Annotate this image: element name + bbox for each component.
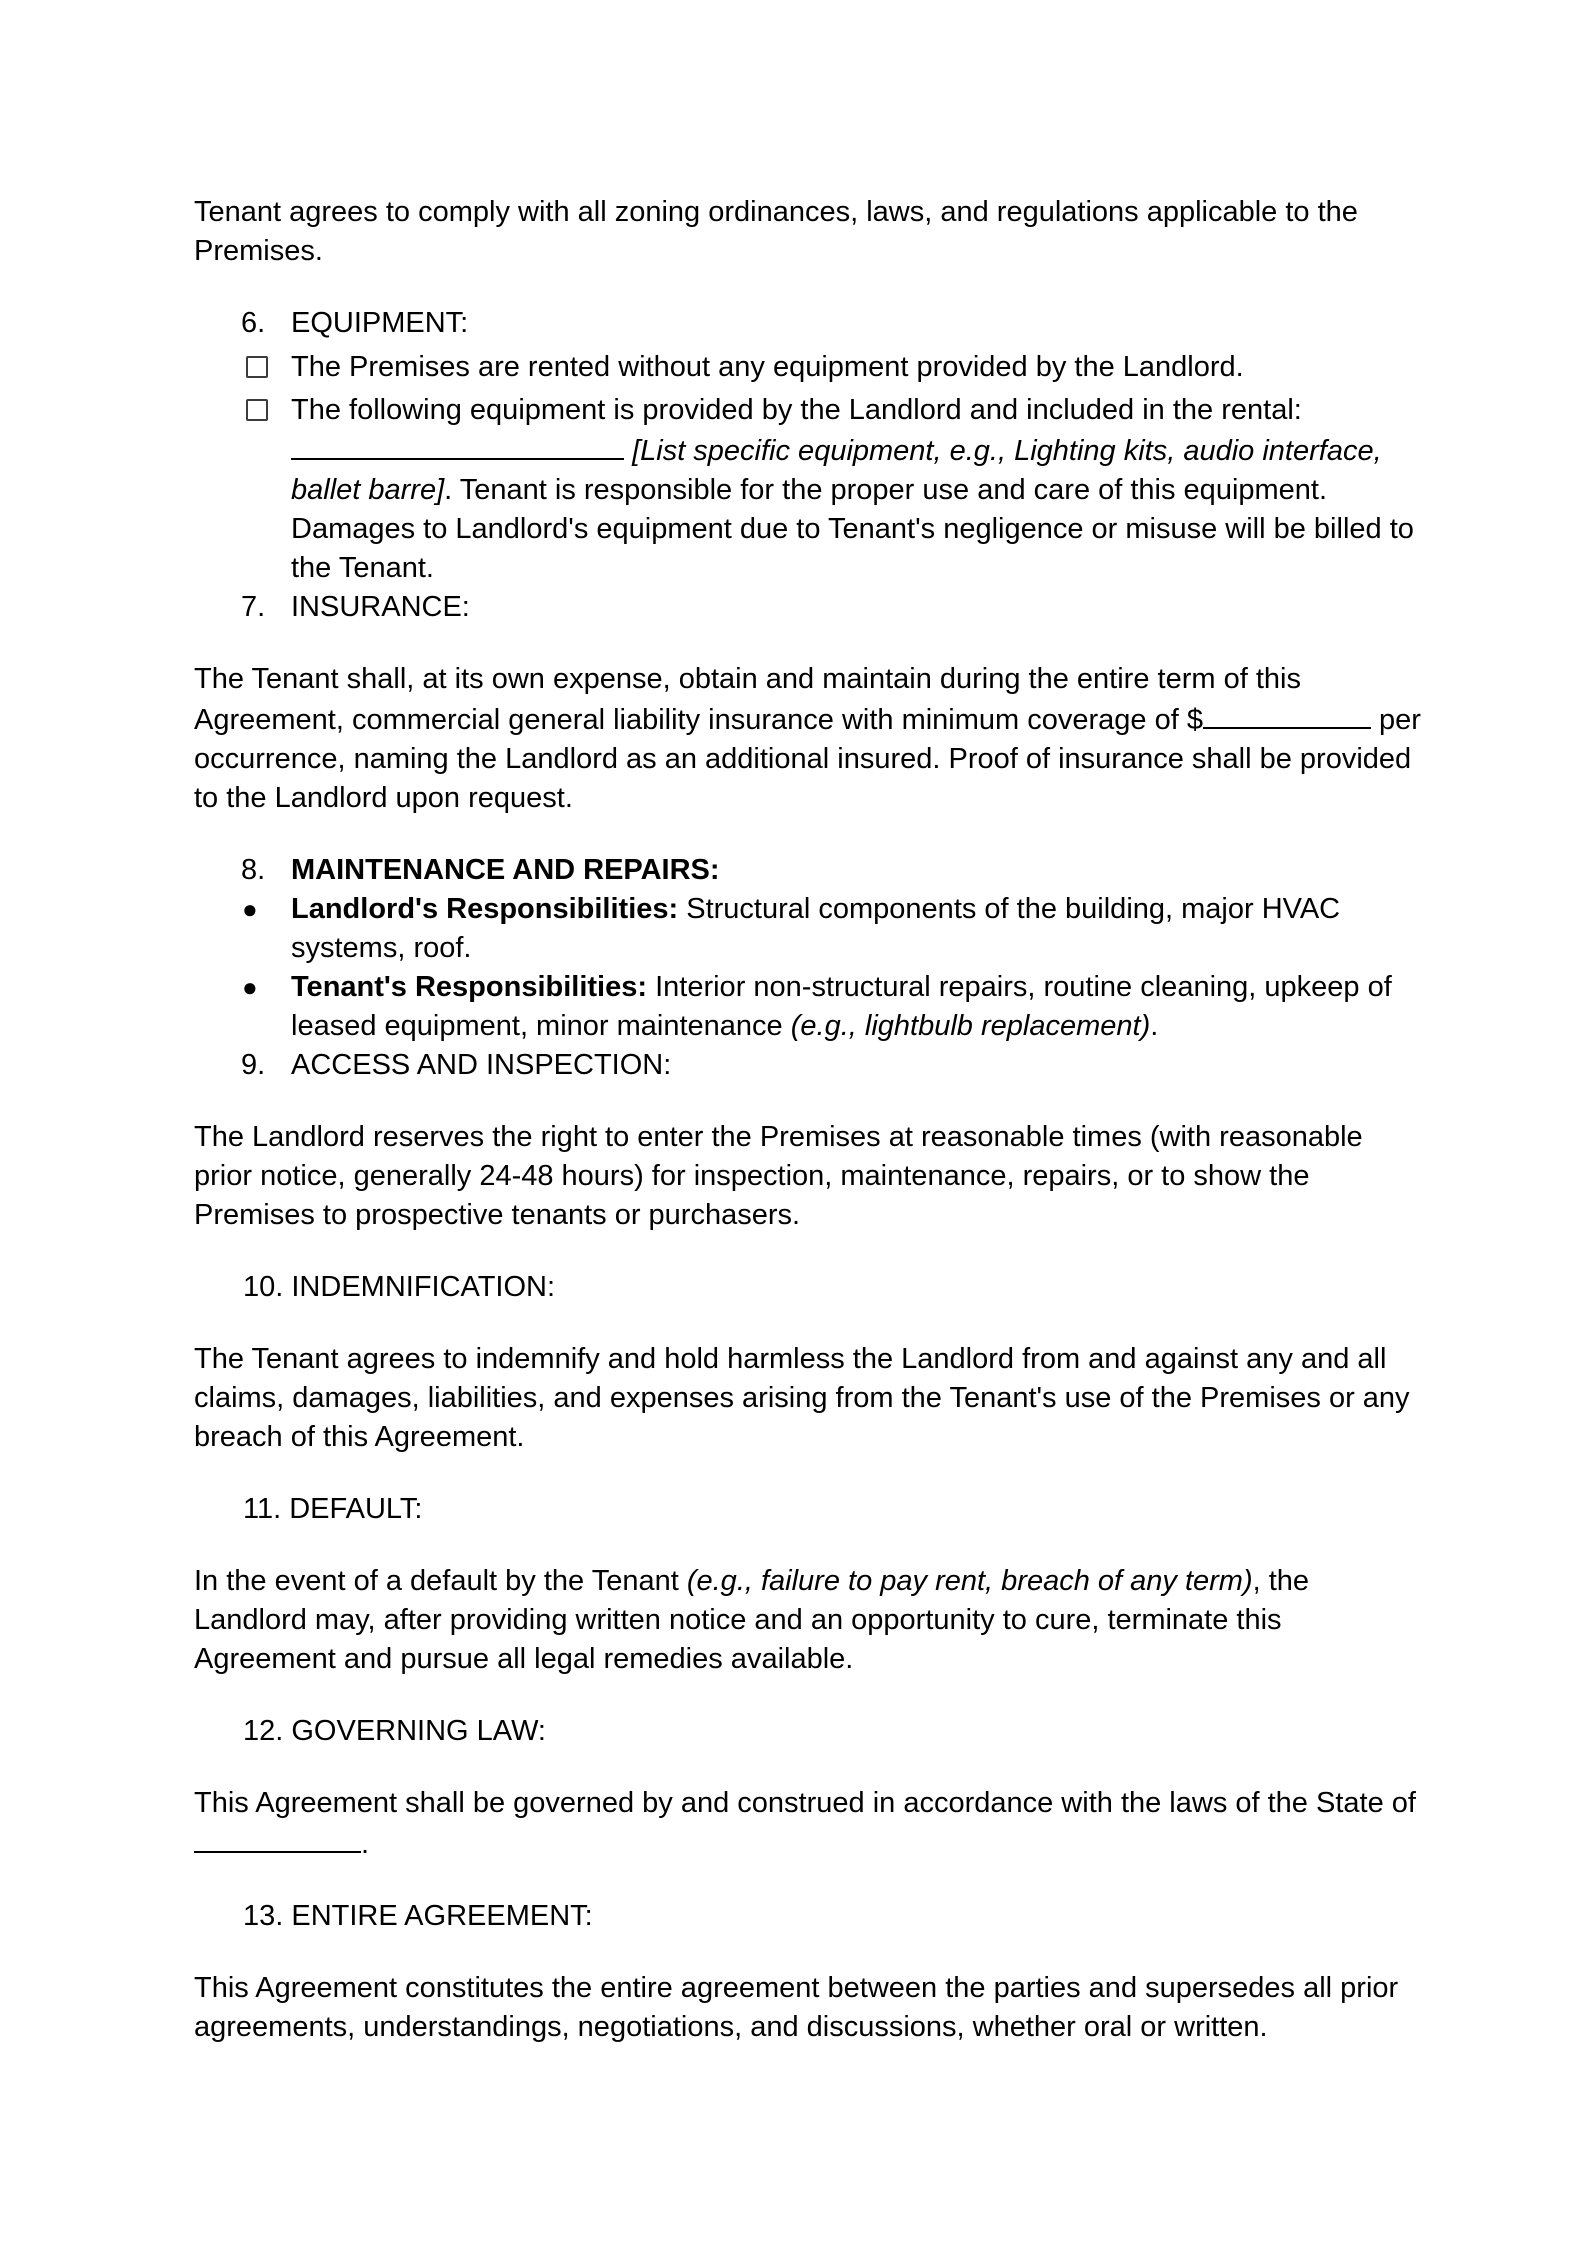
section-number: 6. xyxy=(241,307,266,339)
bullet-icon: ● xyxy=(242,972,258,1002)
checkbox-equipment-provided[interactable] xyxy=(246,399,268,421)
section-indemnification-heading: 10. INDEMNIFICATION: xyxy=(243,1271,556,1303)
governing-law-text: This Agreement shall be governed by and construed in accordance with the laws of the State of xyxy=(194,1787,1416,1819)
default-text: In the event of a default by the Tenant xyxy=(194,1565,687,1597)
insurance-text: The Tenant shall, at its own expense, obtain and maintain during the entire term of this Agreement, commercial general liability insurance with minimum coverage of $ xyxy=(194,663,1301,736)
governing-law-end: . xyxy=(361,1828,370,1860)
coverage-amount-blank xyxy=(1203,699,1371,729)
section-maintenance-heading xyxy=(194,851,1424,890)
tenant-example: (e.g., lightbulb replacement) xyxy=(790,1010,1151,1042)
section-entire-agreement-heading: 13. ENTIRE AGREEMENT: xyxy=(243,1900,593,1932)
section-number: 8. xyxy=(241,854,266,886)
option-label: The Premises are rented without any equipment provided by the Landlord. xyxy=(291,351,1244,383)
entire-agreement-paragraph: This Agreement constitutes the entire agreement between the parties and supersedes all prior agreements, understandings, negotiations, and discussions, whether oral or written. xyxy=(194,1972,1399,2043)
governing-law-paragraph xyxy=(194,1784,1424,1864)
tenant-end: . xyxy=(1150,1010,1159,1042)
landlord-text: Structural components of the building, major HVAC systems, roof. xyxy=(291,893,1341,964)
insurance-paragraph xyxy=(194,660,1424,818)
tenant-label: Tenant's Responsibilities: xyxy=(291,971,648,1003)
landlord-responsibilities xyxy=(194,890,1424,968)
section-access-heading xyxy=(194,1046,1424,1085)
section-title: MAINTENANCE AND REPAIRS: xyxy=(291,854,720,886)
default-text-cont: , the Landlord may, after providing written notice and an opportunity to cure, terminate this Agreement and pursue all legal remedies available. xyxy=(194,1565,1310,1675)
section-default-heading: 11. DEFAULT: xyxy=(243,1493,423,1525)
equipment-option-provided xyxy=(194,391,1424,588)
default-example: (e.g., failure to pay rent, breach of any term) xyxy=(686,1565,1253,1597)
section-title: INSURANCE: xyxy=(291,591,470,623)
checkbox-no-equipment[interactable] xyxy=(246,356,268,378)
section-equipment-heading xyxy=(194,304,1424,343)
insurance-text-cont: per occurrence, naming the Landlord as an additional insured. Proof of insurance shall be provided to the Landlord upon request. xyxy=(194,704,1421,814)
access-paragraph: The Landlord reserves the right to enter the Premises at reasonable times (with reasonable prior notice, generally 24-48 hours) for inspection, maintenance, repairs, or to show the Premises to prospective tenants or purchasers. xyxy=(194,1121,1363,1231)
indemnification-paragraph: The Tenant agrees to indemnify and hold harmless the Landlord from and against any and all claims, damages, liabilities, and expenses arising from the Tenant's use of the Premises or any breach of this Agreement. xyxy=(194,1343,1410,1453)
section-title: EQUIPMENT: xyxy=(291,307,469,339)
section-number: 7. xyxy=(241,591,266,623)
intro-paragraph: Tenant agrees to comply with all zoning ordinances, laws, and regulations applicable to the Premises. xyxy=(194,196,1358,267)
document-page xyxy=(194,193,1424,2047)
bullet-icon: ● xyxy=(242,894,258,924)
equipment-list-blank xyxy=(291,430,624,460)
equipment-option-none xyxy=(194,348,1424,387)
section-number: 9. xyxy=(241,1049,266,1081)
default-paragraph xyxy=(194,1562,1424,1679)
section-insurance-heading xyxy=(194,588,1424,627)
tenant-responsibilities xyxy=(194,968,1424,1046)
landlord-label: Landlord's Responsibilities: xyxy=(291,893,679,925)
state-blank xyxy=(194,1823,361,1853)
equipment-placeholder: [List specific equipment, e.g., Lighting kits, audio interface, ballet barre] xyxy=(291,435,1382,506)
tenant-text: Interior non-structural repairs, routine cleaning, upkeep of leased equipment, minor maintenance xyxy=(291,971,1392,1042)
equipment-terms: . Tenant is responsible for the proper use and care of this equipment. Damages to Landlord's equipment due to Tenant's negligence or misuse will be billed to the Tenant. xyxy=(291,474,1414,584)
section-governing-law-heading: 12. GOVERNING LAW: xyxy=(243,1715,546,1747)
section-title: ACCESS AND INSPECTION: xyxy=(291,1049,672,1081)
option-label: The following equipment is provided by the Landlord and included in the rental: xyxy=(291,394,1302,426)
